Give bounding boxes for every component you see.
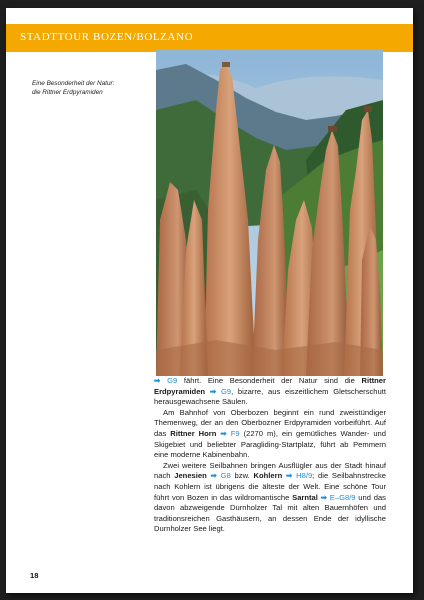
bold-term: Rittner Horn xyxy=(170,428,217,438)
text-run: und das davon abzweigende Durnholzer Tal mit alten Bauernhöfen und traditionsreichen Gasthäusern, an dessen Ende der idyllische Durnholzer See liegt. xyxy=(154,492,386,534)
bold-term: Sarntal xyxy=(292,492,318,502)
map-ref: G9 xyxy=(220,386,232,396)
map-ref: E–G8/9 xyxy=(329,492,356,502)
text-run: Zwei weitere Seilbahnen bringen Ausflügler aus der Stadt hinauf nach xyxy=(154,460,386,481)
earth-pyramids-photo xyxy=(156,50,383,376)
caption-line-2: die Rittner Erdpyramiden xyxy=(32,88,103,96)
bold-term: Rittner Erdpyramiden xyxy=(154,376,386,396)
book-page xyxy=(6,8,413,593)
text-run: ; die Seilbahnstrecke nach Kohlern ist übrigens die älteste der Welt. Eine schöne Tour führt von Bozen in das wildromantische xyxy=(154,471,386,502)
header-bar xyxy=(6,24,413,52)
text-run: , bizarre, aus eiszeitlichem Gletscherschutt herausgewachsene Säulen. xyxy=(154,386,386,407)
map-ref: G8 xyxy=(220,471,231,481)
paragraph-1 xyxy=(154,376,386,408)
photo-caption xyxy=(32,80,150,97)
bold-term: Jenesien xyxy=(174,471,207,481)
body-text xyxy=(154,376,386,535)
arrow-icon: ➡ xyxy=(209,386,217,396)
page-number: 18 xyxy=(30,571,39,580)
bold-term: Kohlern xyxy=(253,471,283,481)
arrow-icon: ➡ xyxy=(320,492,328,502)
caption-line-1: Eine Besonderheit der Natur: xyxy=(32,80,115,87)
paragraph-3 xyxy=(154,461,386,535)
map-ref: F9 xyxy=(230,428,240,438)
arrow-icon: ➡ xyxy=(285,471,293,481)
earth-pyramids-illustration xyxy=(156,50,383,376)
map-ref: H8/9 xyxy=(296,471,313,481)
text-run: Am Bahnhof von Oberbozen beginnt ein rund zweistündiger Themenweg, der an den Oberbozner Erdpyramiden vorbeiführt. Auf das xyxy=(154,407,386,438)
arrow-icon: ➡ xyxy=(210,471,217,481)
text-run: bzw. xyxy=(230,471,254,481)
text-run: fährt. Eine Besonderheit der Natur sind die xyxy=(177,376,362,385)
arrow-icon: ➡ xyxy=(154,376,161,385)
arrow-icon: ➡ xyxy=(220,428,227,438)
running-header-title: STADTTOUR BOZEN/BOLZANO xyxy=(20,31,194,43)
map-ref: G9 xyxy=(167,376,178,385)
text-run: (2270 m), ein gemütliches Wander- und Skigebiet und beliebter Paragliding-Startplatz, führt ab Pemmern eine moderne Kabinenbahn. xyxy=(154,428,386,460)
paragraph-2 xyxy=(154,408,386,461)
